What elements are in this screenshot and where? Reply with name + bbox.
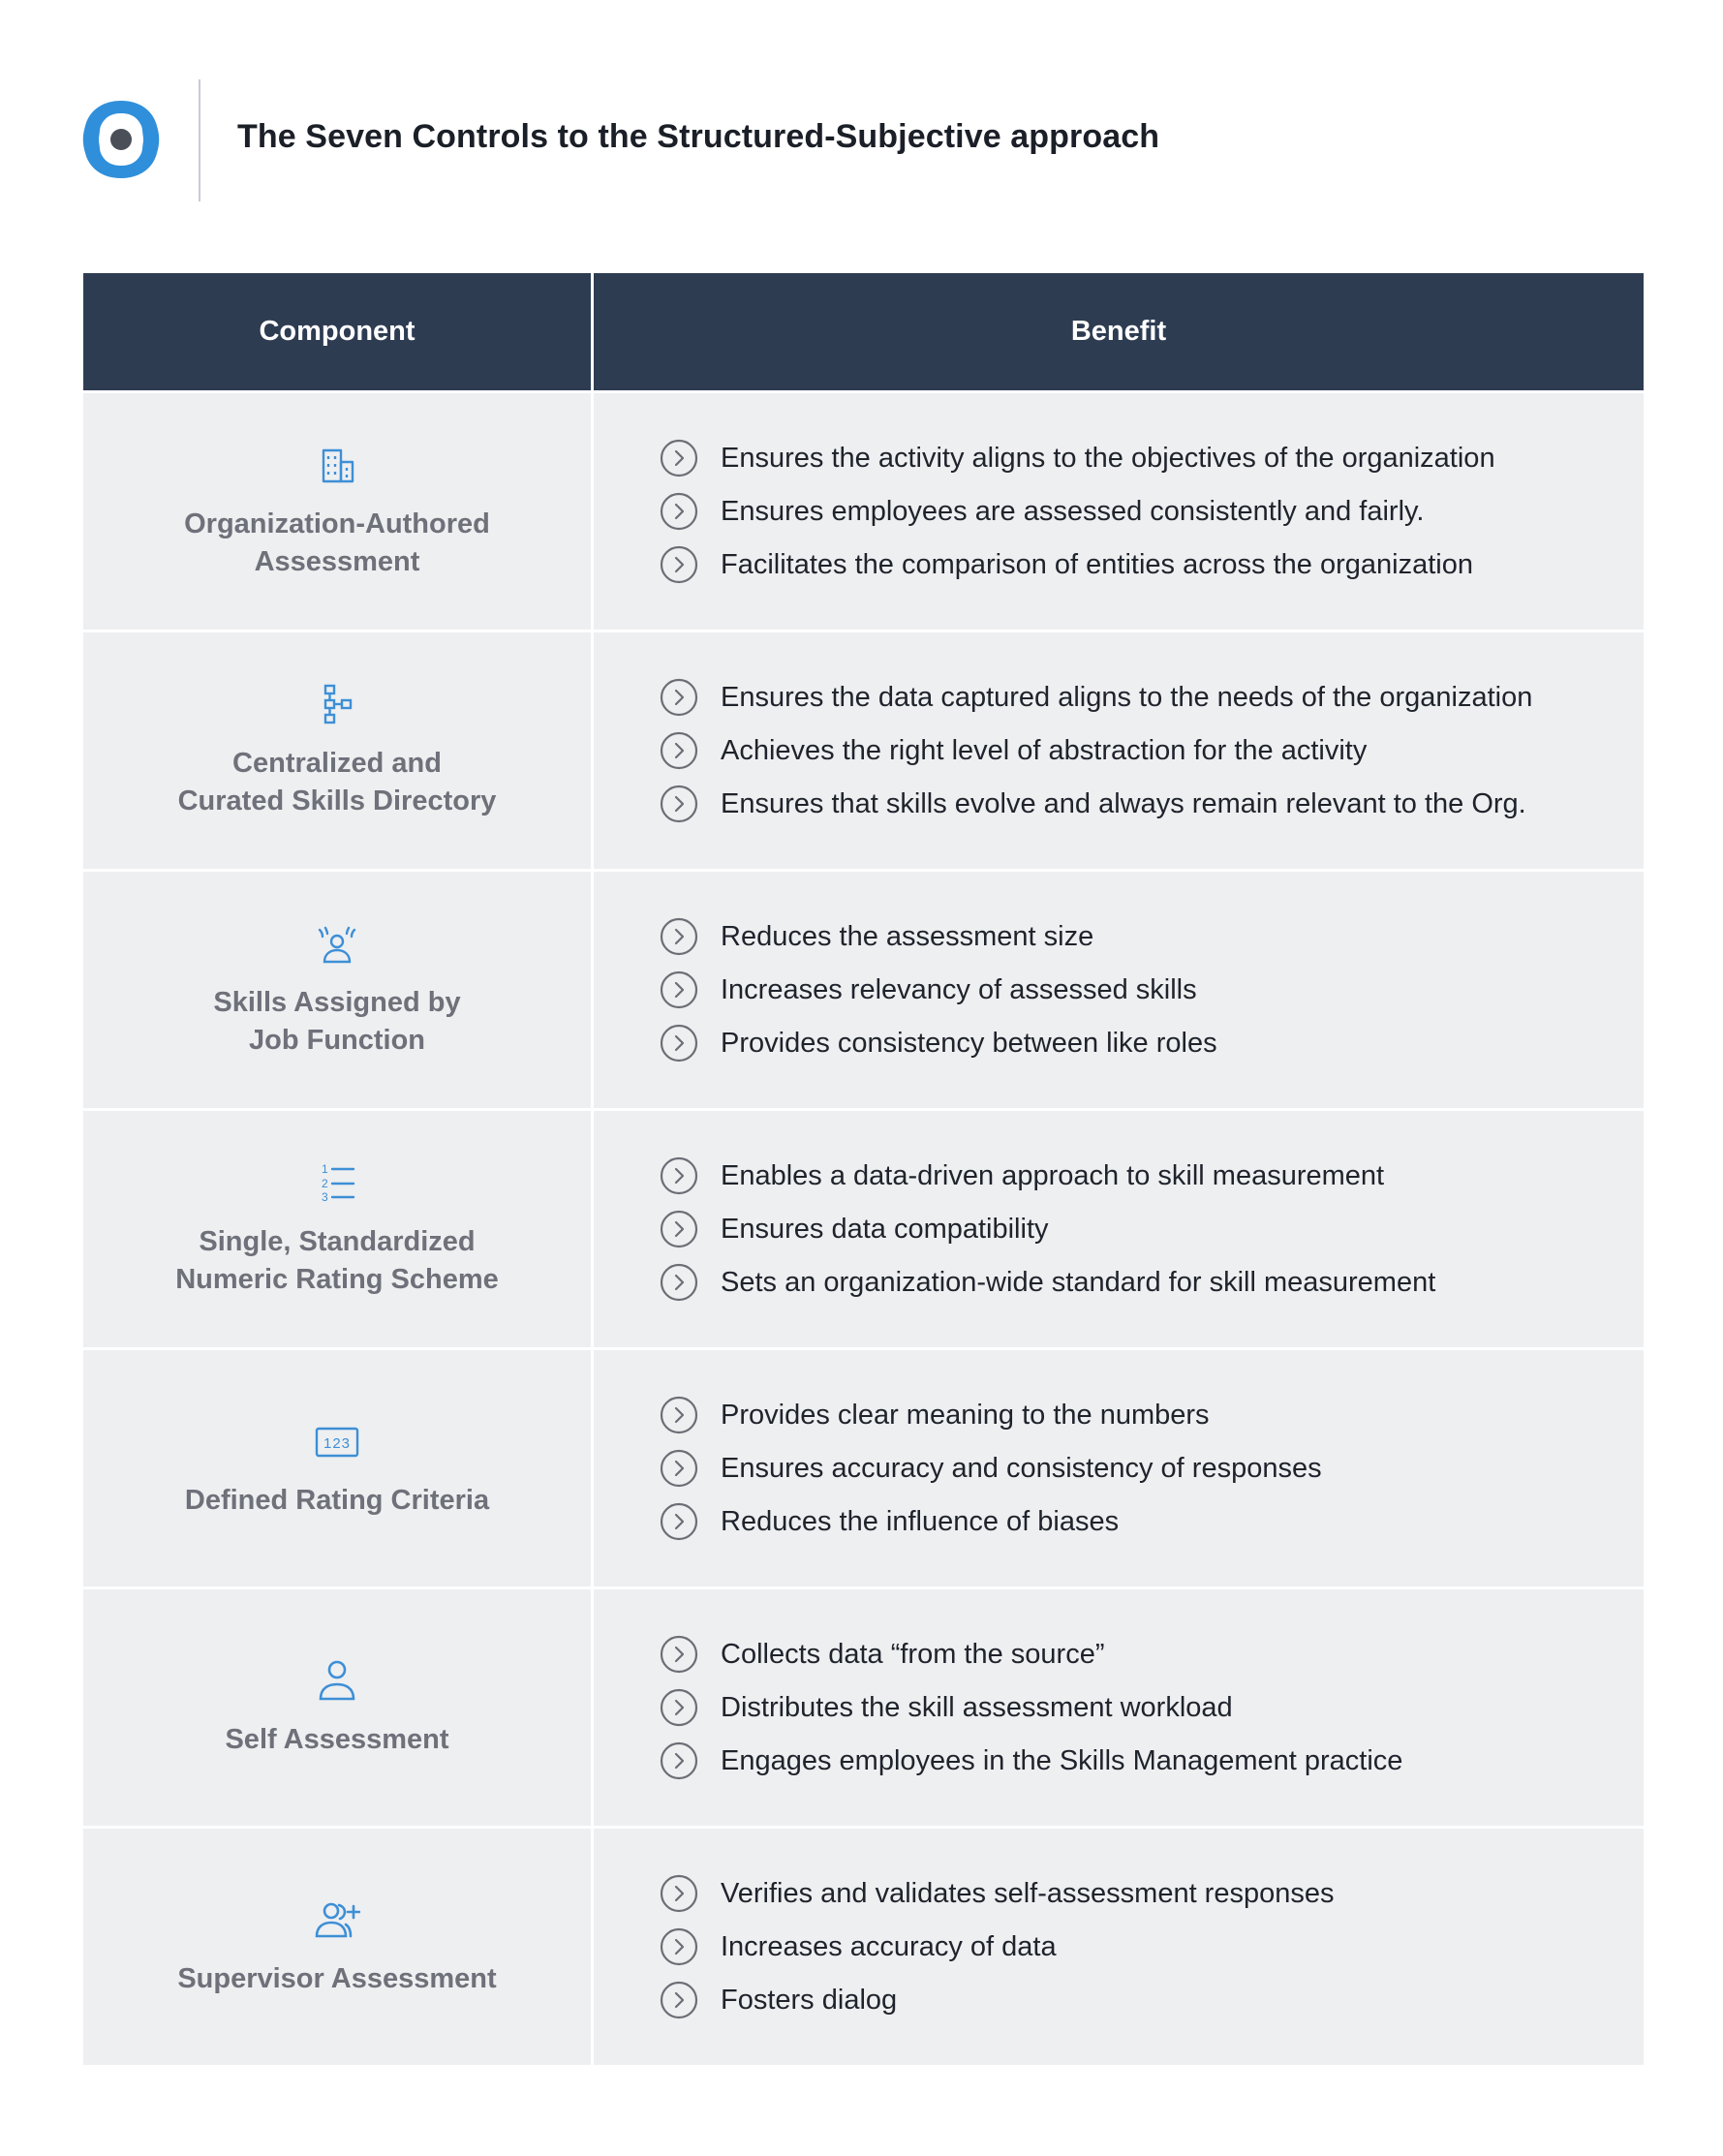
chevron-right-circle-icon [660, 1874, 698, 1913]
benefit-list [660, 905, 1644, 1075]
benefit-text: Verifies and validates self-assessment responses [721, 1877, 1335, 1909]
benefit-text: Engages employees in the Skills Management practice [721, 1744, 1403, 1776]
svg-text:3: 3 [322, 1190, 328, 1204]
benefit-list [660, 426, 1644, 597]
component-cell [83, 1350, 591, 1586]
benefit-item [660, 915, 1644, 958]
benefit-cell [594, 1111, 1644, 1347]
benefit-cell [594, 632, 1644, 869]
component-cell [83, 632, 591, 869]
chevron-right-circle-icon [660, 1210, 698, 1248]
chevron-right-circle-icon [660, 731, 698, 770]
benefit-item [660, 1686, 1644, 1729]
numbered-list-icon [314, 1159, 360, 1206]
chevron-right-circle-icon [660, 1396, 698, 1434]
component-name: Supervisor Assessment [177, 1962, 497, 1994]
chevron-right-circle-icon [660, 1927, 698, 1966]
chevron-right-circle-icon [660, 1449, 698, 1488]
column-header-component: Component [83, 273, 591, 390]
benefit-item [660, 1022, 1644, 1064]
page-title: The Seven Controls to the Structured-Subjective approach [237, 118, 1160, 155]
benefit-cell [594, 1350, 1644, 1586]
benefit-item [660, 729, 1644, 772]
component-cell [83, 872, 591, 1108]
benefit-item [660, 437, 1644, 479]
benefit-text: Achieves the right level of abstraction for the activity [721, 734, 1368, 766]
component-name: Self Assessment [225, 1723, 449, 1755]
benefit-text: Ensures employees are assessed consistently and fairly. [721, 495, 1425, 527]
table-row-2 [83, 632, 1644, 869]
chevron-right-circle-icon [660, 970, 698, 1009]
chevron-right-circle-icon [660, 785, 698, 823]
benefit-list [660, 665, 1644, 836]
benefit-item [660, 1155, 1644, 1197]
component-cell [83, 1589, 591, 1826]
benefit-item [660, 1261, 1644, 1304]
component-name: Single, Standardized Numeric Rating Scheme [175, 1226, 499, 1295]
benefit-item [660, 969, 1644, 1011]
benefit-text: Ensures data compatibility [721, 1213, 1049, 1245]
benefit-text: Ensures the activity aligns to the objectives of the organization [721, 442, 1495, 474]
component-name: Defined Rating Criteria [184, 1484, 490, 1516]
user-focus-icon [314, 920, 360, 967]
table-header [83, 273, 1644, 390]
numbers-123-icon [314, 1418, 360, 1464]
svg-text:123: 123 [323, 1434, 352, 1452]
benefit-text: Ensures that skills evolve and always remain relevant to the Org. [721, 787, 1526, 819]
benefit-text: Ensures the data captured aligns to the needs of the organization [721, 681, 1533, 713]
chevron-right-circle-icon [660, 1688, 698, 1727]
benefit-text: Reduces the assessment size [721, 920, 1094, 952]
benefit-cell [594, 1829, 1644, 2065]
chevron-right-circle-icon [660, 492, 698, 531]
benefit-text: Collects data “from the source” [721, 1638, 1105, 1670]
benefit-item [660, 1740, 1644, 1782]
chevron-right-circle-icon [660, 917, 698, 956]
component-name: Skills Assigned by Job Function [213, 987, 461, 1056]
header-divider [199, 79, 200, 201]
benefit-cell [594, 1589, 1644, 1826]
chevron-right-circle-icon [660, 1156, 698, 1195]
benefit-item [660, 1394, 1644, 1436]
benefit-list [660, 1862, 1644, 2032]
table-row-6 [83, 1589, 1644, 1826]
hierarchy-icon [314, 681, 360, 727]
benefit-text: Provides consistency between like roles [721, 1027, 1217, 1059]
benefit-text: Increases accuracy of data [721, 1930, 1057, 1962]
logo-icon [81, 97, 161, 182]
benefit-item [660, 676, 1644, 719]
benefit-list [660, 1144, 1644, 1314]
benefit-text: Increases relevancy of assessed skills [721, 973, 1197, 1005]
benefit-item [660, 1872, 1644, 1915]
benefit-text: Facilitates the comparison of entities across the organization [721, 548, 1473, 580]
component-cell [83, 1111, 591, 1347]
table-row-7 [83, 1829, 1644, 2065]
chevron-right-circle-icon [660, 1981, 698, 2019]
controls-table [83, 273, 1644, 2065]
benefit-item [660, 1447, 1644, 1490]
page-header [0, 0, 1723, 252]
user-icon [314, 1657, 360, 1704]
chevron-right-circle-icon [660, 439, 698, 477]
svg-text:1: 1 [322, 1162, 328, 1176]
table-body [83, 393, 1644, 2065]
table-row-4 [83, 1111, 1644, 1347]
component-cell [83, 393, 591, 630]
benefit-text: Provides clear meaning to the numbers [721, 1399, 1210, 1431]
table-row-3 [83, 872, 1644, 1108]
benefit-item [660, 543, 1644, 586]
chevron-right-circle-icon [660, 545, 698, 584]
benefit-item [660, 783, 1644, 825]
benefit-list [660, 1622, 1644, 1793]
benefit-item [660, 1925, 1644, 1968]
component-name: Organization-Authored Assessment [184, 508, 490, 577]
column-header-benefit: Benefit [594, 273, 1644, 390]
chevron-right-circle-icon [660, 1635, 698, 1674]
component-cell [83, 1829, 591, 2065]
benefit-item [660, 1633, 1644, 1676]
benefit-item [660, 1208, 1644, 1250]
benefit-item [660, 1979, 1644, 2021]
benefit-cell [594, 872, 1644, 1108]
user-add-icon [314, 1896, 360, 1943]
benefit-text: Enables a data-driven approach to skill measurement [721, 1159, 1385, 1191]
benefit-text: Reduces the influence of biases [721, 1505, 1120, 1537]
benefit-cell [594, 393, 1644, 630]
table-row-5 [83, 1350, 1644, 1586]
table-row-1 [83, 393, 1644, 630]
component-name: Centralized and Curated Skills Directory [177, 748, 497, 816]
chevron-right-circle-icon [660, 678, 698, 717]
svg-text:2: 2 [322, 1177, 328, 1190]
benefit-item [660, 490, 1644, 533]
benefit-list [660, 1383, 1644, 1554]
chevron-right-circle-icon [660, 1263, 698, 1302]
benefit-item [660, 1500, 1644, 1543]
benefit-text: Fosters dialog [721, 1984, 898, 2016]
chevron-right-circle-icon [660, 1502, 698, 1541]
benefit-text: Distributes the skill assessment workload [721, 1691, 1233, 1723]
benefit-text: Ensures accuracy and consistency of responses [721, 1452, 1322, 1484]
chevron-right-circle-icon [660, 1024, 698, 1063]
chevron-right-circle-icon [660, 1741, 698, 1780]
building-icon [314, 442, 360, 488]
benefit-text: Sets an organization-wide standard for skill measurement [721, 1266, 1436, 1298]
